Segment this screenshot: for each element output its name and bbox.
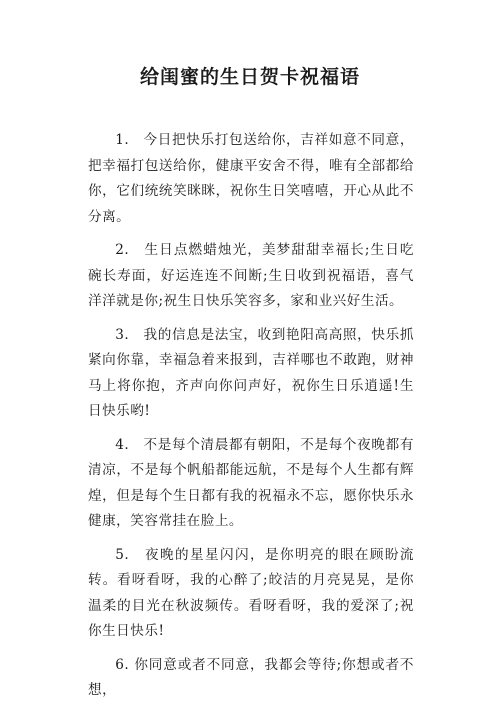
paragraph-3: 3. 我的信息是法宝，收到艳阳高高照，快乐抓紧向你靠，幸福急着来报到，吉祥哪也不敢跑，财神马上将你抱，齐声向你问声好，祝你生日乐逍遥!生日快乐哟! [88,326,414,419]
paragraph-5: 5. 夜晚的星星闪闪，是你明亮的眼在顾盼流转。看呀看呀，我的心醉了;皎洁的月亮晃晃，是你温柔的目光在秋波频传。看呀看呀，我的爱深了;祝你生日快乐! [88,546,414,639]
document-body [88,128,414,708]
paragraph-1: 1. 今日把快乐打包送给你，吉祥如意不同意，把幸福打包送给你，健康平安舍不得，唯有全部都给你，它们统统笑眯眯，祝你生日笑嘻嘻，开心从此不分离。 [88,132,414,225]
paragraph-6: 6. 你同意或者不同意，我都会等待;你想或者不想， [88,656,414,698]
paragraph-2: 2. 生日点燃蜡烛光，美梦甜甜幸福长;生日吃碗长寿面，好运连连不间断;生日收到祝福语，喜气洋洋就是你;祝生日快乐笑容多，家和业兴好生活。 [88,242,414,309]
document-title: 给闺蜜的生日贺卡祝福语 [139,66,360,88]
paragraph-4: 4. 不是每个清晨都有朝阳，不是每个夜晚都有清凉，不是每个帆船都能远航，不是每个人生都有辉煌，但是每个生日都有我的祝福永不忘，愿你快乐永健康，笑容常挂在脸上。 [88,436,414,529]
